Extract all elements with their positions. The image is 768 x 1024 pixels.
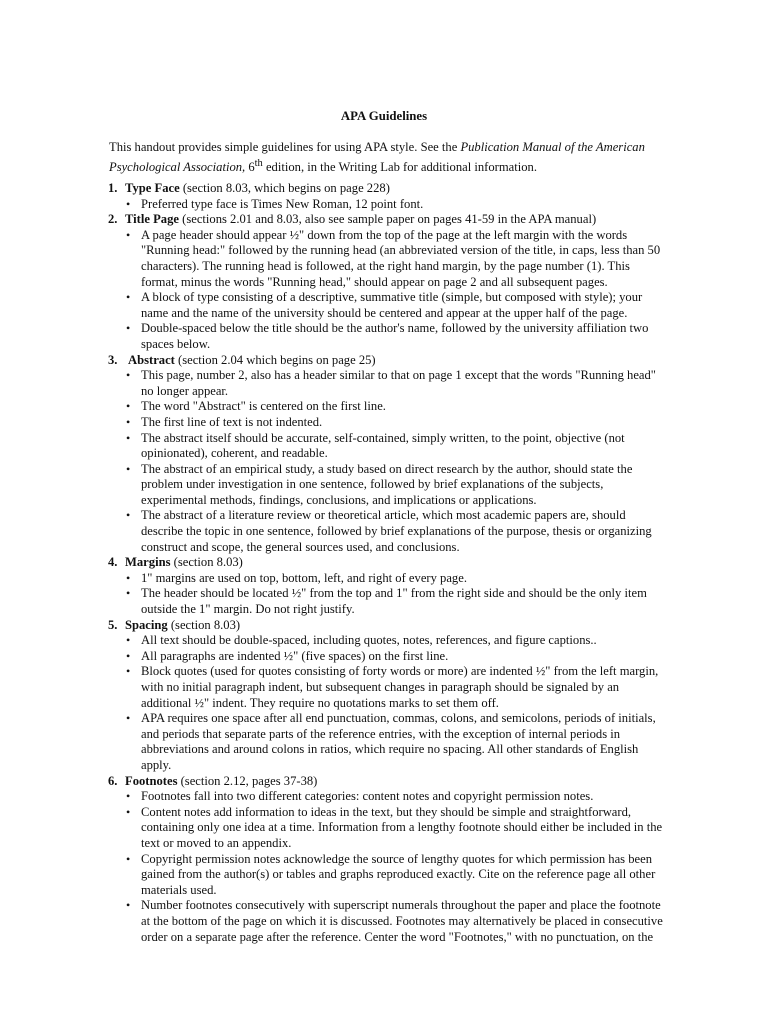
section-heading — [108, 774, 668, 790]
bullet-text: The abstract itself should be accurate, self-contained, simply written, to the point, objective (not opinionated), coherent, and readable. — [141, 430, 625, 461]
section-number: 1. — [108, 181, 118, 195]
guideline-section — [108, 212, 668, 352]
section-title: Spacing — [125, 617, 168, 632]
bullet-text: A page header should appear ½" down from the top of the page at the left margin with the words "Running head:" followed by the running head (an abbreviated version of the title, in caps, less than 50 characters). The running head is followed, at the right hand margin, by the page number (1). This format, minus the words "Running head," should appear on page 2 and all subsequent pages. — [141, 227, 661, 289]
guideline-section — [108, 774, 668, 946]
guideline-section — [108, 618, 668, 774]
bullet-item — [126, 898, 668, 945]
bullet-item — [126, 368, 668, 399]
section-number: 5. — [108, 617, 118, 632]
intro-text: This handout provides simple guidelines for using APA style. See the — [109, 140, 461, 154]
bullet-text: All text should be double-spaced, including quotes, notes, references, and figure captions.. — [141, 633, 597, 648]
bullet-icon: • — [126, 461, 131, 476]
bullet-item — [126, 586, 668, 617]
section-reference: (section 8.03, which begins on page 228) — [179, 181, 390, 195]
bullet-text: All paragraphs are indented ½" (five spaces) on the first line. — [141, 648, 449, 663]
bullet-list — [108, 368, 668, 555]
manual-title: Publication Manual of the American Psychological Association, — [109, 140, 645, 174]
bullet-item — [126, 711, 668, 773]
bullet-item — [126, 290, 668, 321]
bullet-list — [108, 789, 668, 945]
bullet-icon: • — [126, 368, 131, 383]
page-title: APA Guidelines — [340, 109, 428, 123]
bullet-icon: • — [126, 633, 131, 648]
bullet-item — [126, 805, 668, 852]
intro-paragraph — [109, 140, 664, 175]
bullet-text: Content notes add information to ideas in the text, but they should be simple and straightforward, containing only one idea at a time. Information from a lengthy footnote should either be included in the text or moved to an appendix. — [141, 804, 663, 850]
bullet-text: The abstract of a literature review or theoretical article, which most academic papers are, should describe the topic in one sentence, followed by brief explanations of the purpose, thesis or organizing construct and scope, the general sources used, and conclusions. — [141, 508, 652, 554]
bullet-icon: • — [126, 321, 131, 336]
bullet-icon: • — [126, 664, 131, 679]
bullet-text: Block quotes (used for quotes consisting of forty words or more) are indented ½" from the left margin, with no initial paragraph indent, but subsequent changes in paragraph should be signaled by an additional ½" indent. They require no quotations marks to set them off. — [141, 664, 659, 710]
section-heading — [108, 181, 668, 197]
bullet-list — [108, 571, 668, 618]
guideline-section — [108, 353, 668, 556]
section-reference: (section 8.03) — [167, 617, 241, 632]
bullet-item — [126, 415, 668, 431]
bullet-text: Double-spaced below the title should be the author's name, followed by the university affiliation two spaces below. — [141, 321, 649, 351]
bullet-text: This page, number 2, also has a header similar to that on page 1 except that the words "Running head" no longer appear. — [141, 368, 656, 398]
bullet-icon: • — [126, 648, 131, 663]
bullet-icon: • — [126, 851, 131, 866]
bullet-item — [126, 462, 668, 509]
bullet-item — [126, 508, 668, 555]
bullet-icon: • — [126, 711, 131, 726]
bullet-icon: • — [126, 570, 131, 585]
bullet-text: A block of type consisting of a descriptive, summative title (simple, but composed with style); your name and the name of the university should be centered and appear at the upper half of the page. — [141, 290, 643, 320]
bullet-item — [126, 431, 668, 462]
bullet-item — [126, 197, 668, 213]
section-heading — [108, 618, 668, 634]
bullet-item — [126, 789, 668, 805]
bullet-icon: • — [126, 898, 131, 913]
bullet-icon: • — [126, 789, 131, 804]
section-title: Margins — [125, 555, 171, 570]
bullet-item — [126, 664, 668, 711]
bullet-icon: • — [126, 399, 131, 414]
bullet-list — [108, 633, 668, 773]
edition-number: 6 — [245, 159, 255, 174]
bullet-text: Copyright permission notes acknowledge the source of lengthy quotes for which permission has been gained from the author(s) or tables and graphs reproduced exactly. Cite on the reference page all other materials used. — [141, 851, 656, 897]
bullet-item — [126, 571, 668, 587]
bullet-text: Footnotes fall into two different categories: content notes and copyright permission notes. — [141, 789, 594, 804]
bullet-icon: • — [126, 196, 131, 211]
bullet-item — [126, 633, 668, 649]
section-title: Footnotes — [125, 773, 178, 788]
section-reference: (sections 2.01 and 8.03, also see sample paper on pages 41-59 in the APA manual) — [178, 212, 597, 227]
bullet-text: Number footnotes consecutively with superscript numerals throughout the paper and place the footnote at the bottom of the page on which it is discussed. Footnotes may alternatively be placed in consecutive order on a separate page after the reference. Center the word "Footnotes," with no punctuation, on the — [141, 898, 663, 944]
section-reference: (section 2.04 which begins on page 25) — [174, 352, 376, 367]
bullet-text: APA requires one space after all end punctuation, commas, colons, and semicolons, periods of initials, and periods that separate parts of the reference entries, with the exception of internal periods in abbreviations and around colons in ratios, which require no spacing. All other standards of English apply. — [141, 711, 656, 772]
section-number: 3. — [108, 352, 118, 367]
guideline-section — [108, 555, 668, 617]
section-reference: (section 8.03) — [170, 555, 243, 570]
section-heading — [108, 353, 668, 369]
bullet-item — [126, 649, 668, 665]
bullet-icon: • — [126, 290, 131, 305]
bullet-item — [126, 321, 668, 352]
section-number: 4. — [108, 555, 118, 570]
bullet-icon: • — [126, 430, 131, 445]
bullet-icon: • — [126, 586, 131, 601]
section-heading — [108, 555, 668, 571]
bullet-icon: • — [126, 508, 131, 523]
section-title: Abstract — [128, 352, 175, 367]
intro-text-end: edition, in the Writing Lab for additional information. — [262, 159, 537, 174]
bullet-item — [126, 852, 668, 899]
bullet-text: 1" margins are used on top, bottom, left, and right of every page. — [141, 570, 467, 585]
edition-superscript: th — [254, 157, 263, 169]
bullet-icon: • — [126, 804, 131, 819]
bullet-text: The header should be located ½" from the top and 1" from the right side and should be the only item outside the 1" margin. Do not right justify. — [141, 586, 647, 617]
bullet-text: The first line of text is not indented. — [141, 414, 323, 429]
bullet-text: The word "Abstract" is centered on the first line. — [141, 399, 386, 414]
section-heading — [108, 212, 668, 228]
guideline-section — [108, 181, 668, 212]
guideline-sections — [108, 181, 668, 945]
bullet-item — [126, 228, 668, 290]
section-number: 2. — [108, 212, 118, 227]
bullet-icon: • — [126, 227, 131, 242]
bullet-item — [126, 399, 668, 415]
bullet-list — [108, 228, 668, 353]
bullet-list — [108, 197, 668, 213]
section-reference: (section 2.12, pages 37-38) — [177, 773, 318, 788]
section-title: Type Face — [125, 181, 180, 195]
bullet-icon: • — [126, 414, 131, 429]
section-number: 6. — [108, 773, 118, 788]
bullet-text: The abstract of an empirical study, a study based on direct research by the author, should state the problem under investigation in one sentence, followed by brief explanations of the subjects, experimental methods, findings, conclusions, and implications or applications. — [141, 461, 633, 507]
bullet-text: Preferred type face is Times New Roman, 12 point font. — [141, 196, 424, 211]
section-title: Title Page — [125, 212, 179, 227]
